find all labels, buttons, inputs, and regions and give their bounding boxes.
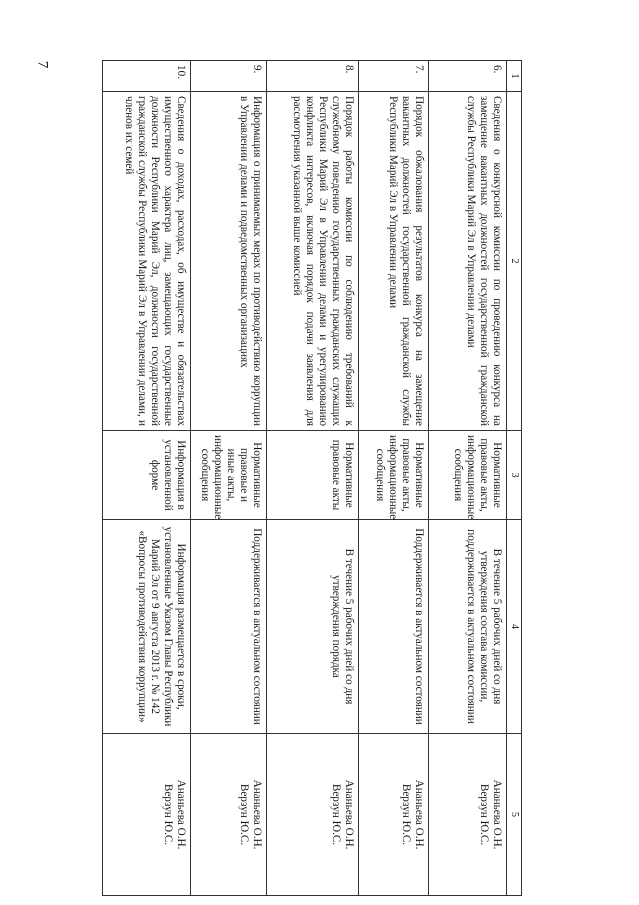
table-row — [359, 61, 429, 896]
measures-table — [102, 60, 522, 896]
rotated-table-container — [102, 60, 522, 850]
row-document-type: Нормативные правовые и иные акты, информационные сообщения — [191, 431, 267, 520]
row-document-type: Нормативные правовые акты — [267, 431, 359, 520]
row-description: Сведения о конкурсной комиссии по проведению конкурса на замещение вакантных должностей государственной гражданской службы Республики Марий Эл в Управлении делами — [429, 92, 507, 431]
page-number: 7 — [34, 60, 51, 69]
row-responsible — [429, 734, 507, 896]
row-document-type: Информация в установленной форме — [103, 431, 191, 520]
responsible-person: Верзун Ю.С. — [478, 783, 491, 846]
row-responsible — [267, 734, 359, 896]
responsible-person: Ананьева О.Н. — [413, 779, 425, 850]
row-responsible — [103, 734, 191, 896]
column-header-2: 2 — [507, 92, 522, 431]
responsible-person: Ананьева О.Н. — [491, 779, 503, 850]
row-description: Порядок обжалования результатов конкурса на замещение вакантных должностей государственной гражданской службы Республики Марий Эл в Управлении делами — [359, 92, 429, 431]
table-header-row — [507, 61, 522, 896]
responsible-person: Верзун Ю.С. — [238, 783, 251, 846]
row-responsible — [359, 734, 429, 896]
row-deadline: Информация размещается в сроки, установленные Указом Главы Республики Марий Эл от 9 августа 2013 г. № 142 «Вопросы противодействия коррупции» — [103, 520, 191, 734]
table-row — [267, 61, 359, 896]
row-document-type: Нормативные правовые акты, информационные сообщения — [359, 431, 429, 520]
table-row — [191, 61, 267, 896]
column-header-1: 1 — [507, 61, 522, 92]
row-responsible — [191, 734, 267, 896]
row-number: 8. — [267, 61, 359, 92]
responsible-person: Ананьева О.Н. — [251, 779, 263, 850]
row-document-type: Нормативные правовые акты, информационные сообщения — [429, 431, 507, 520]
row-deadline: В течение 5 рабочих дней со дня утверждения порядка — [267, 520, 359, 734]
responsible-person: Верзун Ю.С. — [162, 783, 175, 846]
column-header-5: 5 — [507, 734, 522, 896]
row-deadline: Поддерживается в актуальном состоянии — [359, 520, 429, 734]
responsible-person: Ананьева О.Н. — [175, 779, 187, 850]
table-row — [103, 61, 191, 896]
table-row — [429, 61, 507, 896]
responsible-person: Верзун Ю.С. — [400, 783, 413, 846]
row-number: 10. — [103, 61, 191, 92]
row-description: Порядок работы комиссии по соблюдению требований к служебному поведению государственных гражданских служащих Республики Марий Эл в Управлении делами и урегулированию конфликта интересов, включая порядок подачи заявления для рассмотрения указанной выше комиссией — [267, 92, 359, 431]
row-number: 6. — [429, 61, 507, 92]
row-deadline: Поддерживается в актуальном состоянии — [191, 520, 267, 734]
row-description: Информация о принимаемых мерах по противодействию коррупции в Управлении делами и подведомственных организациях — [191, 92, 267, 431]
row-number: 7. — [359, 61, 429, 92]
row-description: Сведения о доходах, расходах, об имуществе и обязательствах имущественного характера лиц, замещающих государственные должности Республики Марий Эл, должности государственной гражданской службы Республики Марий Эл в Управлении делами, и членов их семей — [103, 92, 191, 431]
row-number: 9. — [191, 61, 267, 92]
column-header-4: 4 — [507, 520, 522, 734]
responsible-person: Ананьева О.Н. — [343, 779, 355, 850]
column-header-3: 3 — [507, 431, 522, 520]
responsible-person: Верзун Ю.С. — [330, 783, 343, 846]
row-deadline: В течение 5 рабочих дней со дня утверждения состава комиссии, поддерживается в актуальном состоянии — [429, 520, 507, 734]
